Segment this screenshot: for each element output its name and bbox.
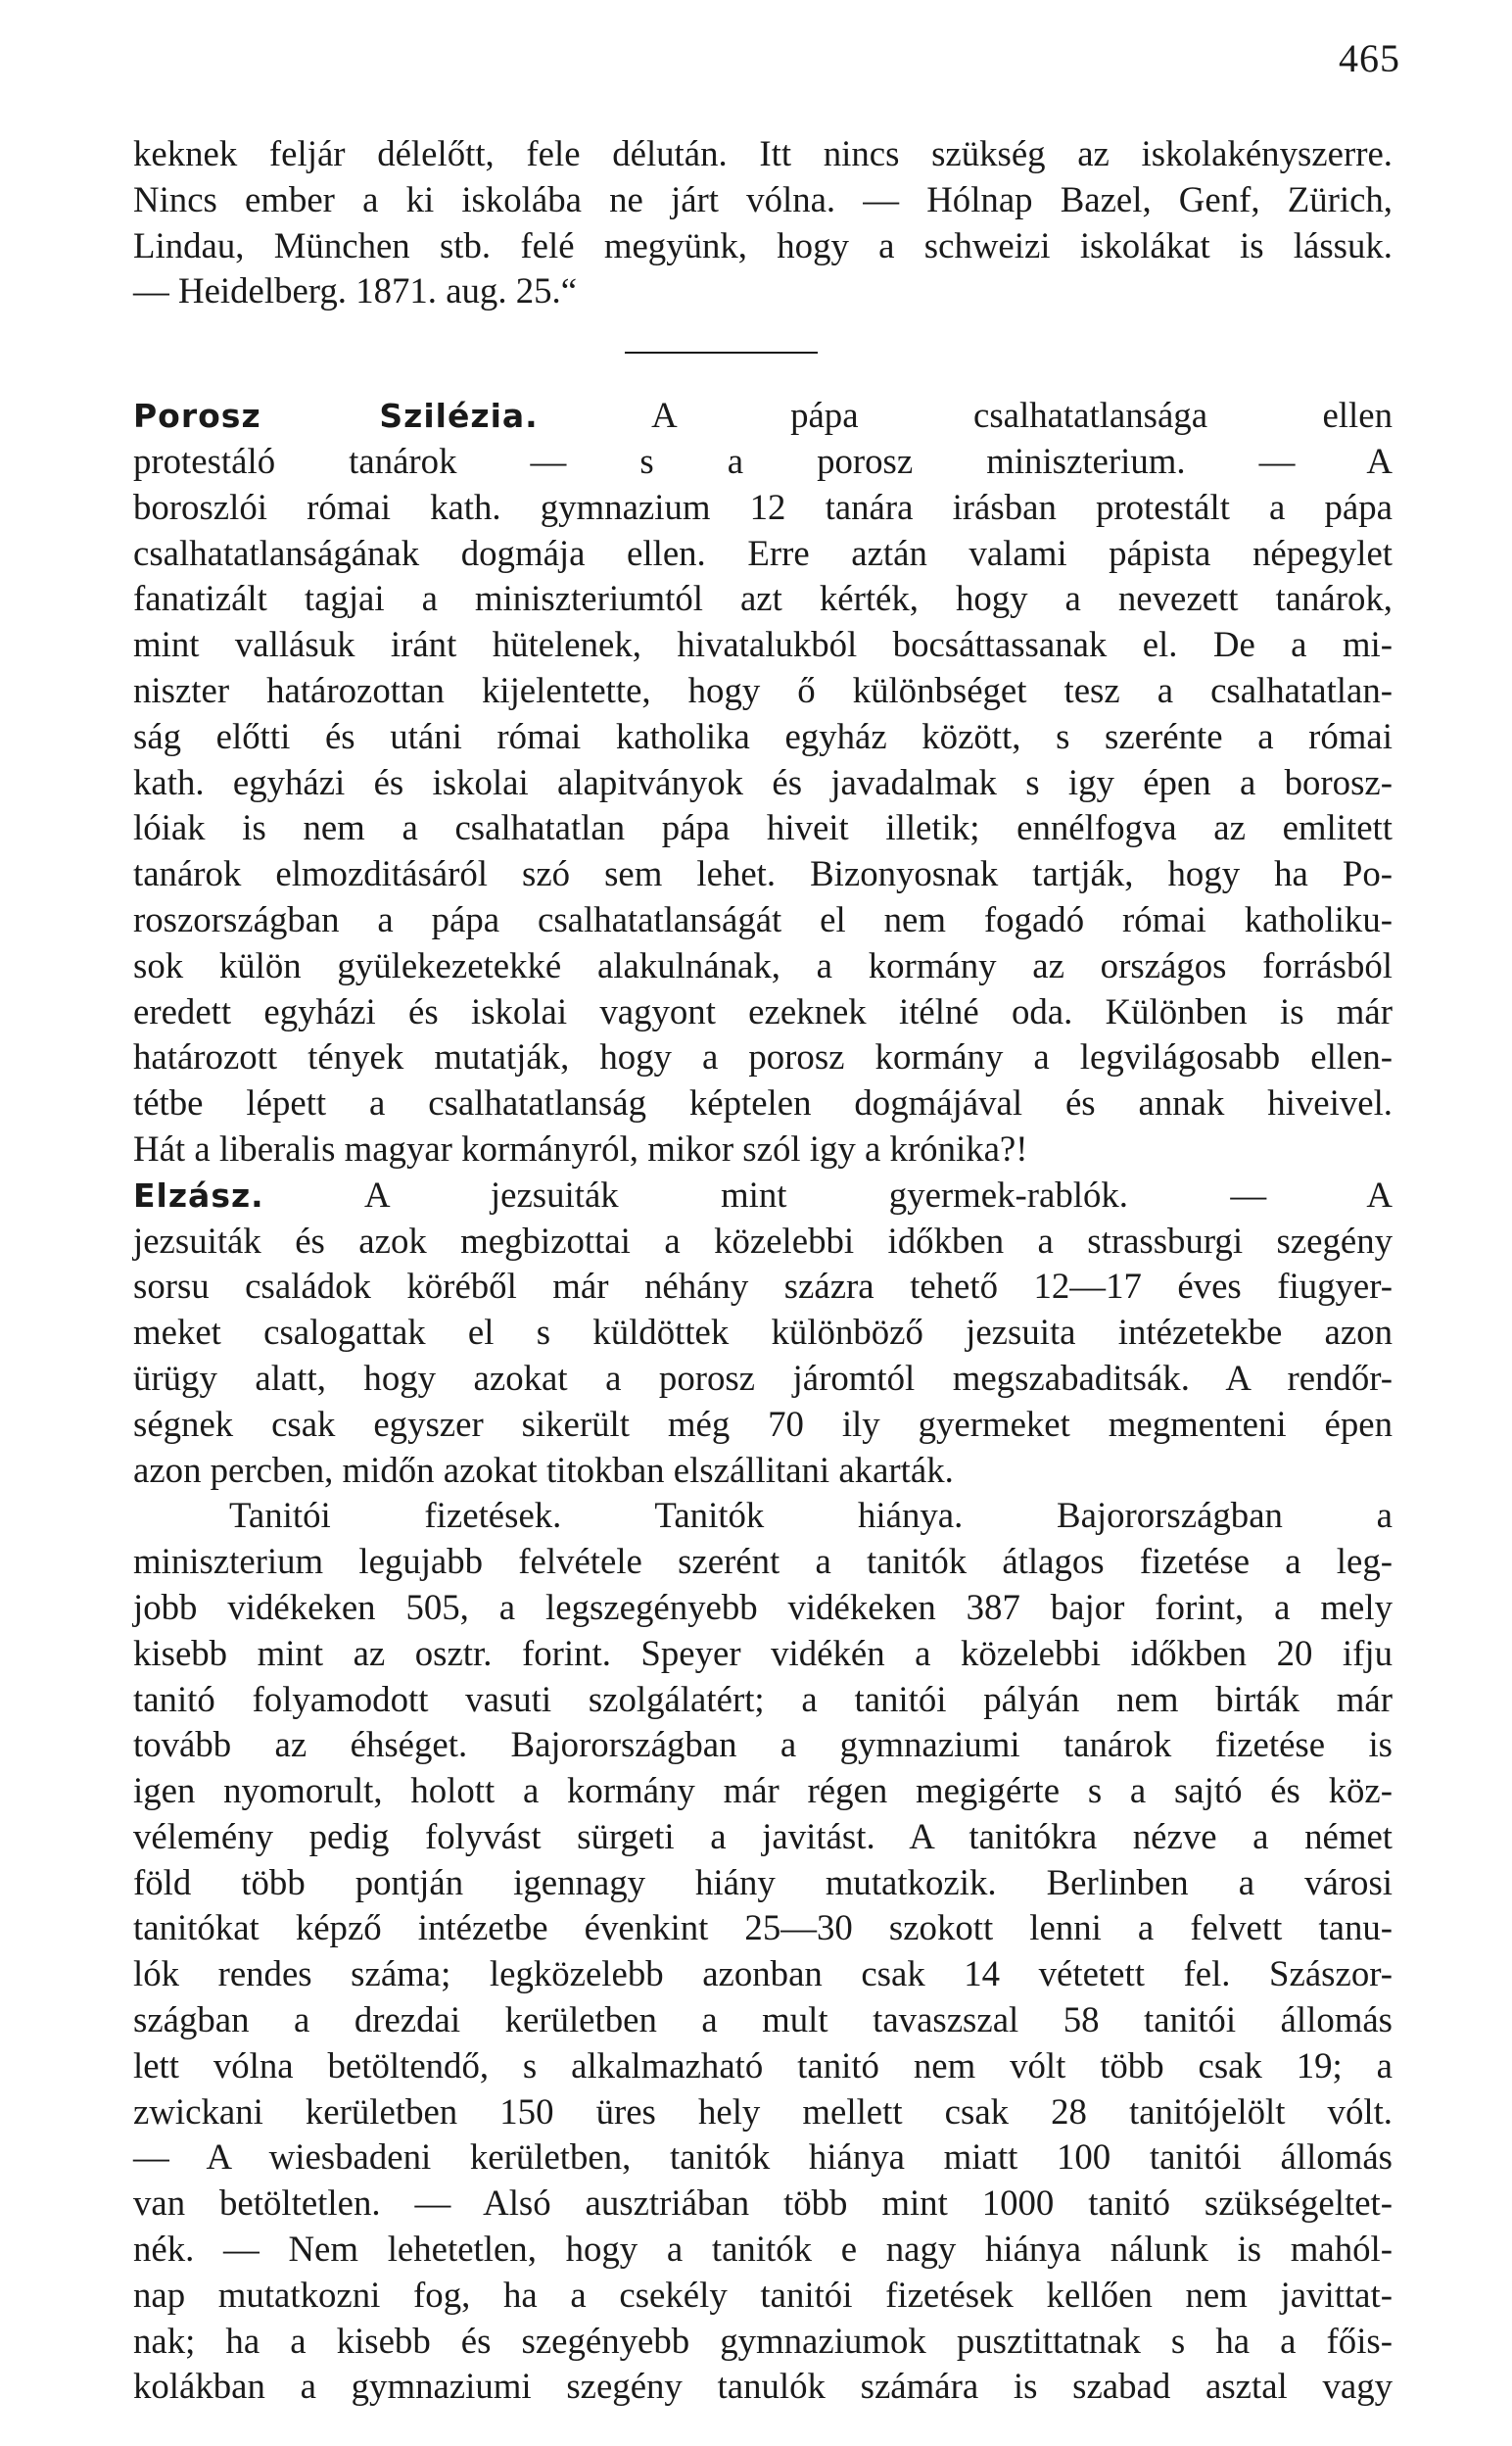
text-line: kath. egyházi és iskolai alapitványok és javadalmak s igy épen a borosz-: [133, 761, 1393, 802]
text-line: ság előtti és utáni római katholika egyház között, s szerénte a római: [133, 715, 1393, 756]
section-heading-line: [133, 1173, 1393, 1219]
text-line: kisebb mint az osztr. forint. Speyer vidékén a közelebbi időkben 20 ifju: [133, 1632, 1393, 1673]
text-line: protestáló tanárok — s a porosz miniszterium. — A: [133, 440, 1393, 481]
text-line: nap mutatkozni fog, ha a csekély tanitói fizetések kellően nem javittat-: [133, 2274, 1393, 2315]
text-line: szágban a drezdai kerületben a mult tavaszszal 58 tanitói állomás: [133, 1999, 1393, 2040]
section-heading-line: [133, 393, 1393, 439]
text-line: Nincs ember a ki iskolába ne járt vólna. — Hólnap Bazel, Genf, Zürich,: [133, 178, 1393, 219]
text-line: lók rendes száma; legközelebb azonban csak 14 vétetett fel. Szászor-: [133, 1953, 1393, 1994]
text-line: tovább az éhséget. Bajorországban a gymnaziumi tanárok fizetése is: [133, 1724, 1393, 1765]
text-line: miniszterium legujabb felvétele szerént a tanitók átlagos fizetése a leg-: [133, 1541, 1393, 1582]
text-line: tanitó folyamodott vasuti szolgálatért; a tanitói pályán nem birták már: [133, 1678, 1393, 1719]
section-heading-tanitoi: Tanitói fizetések. Tanitók hiánya. Bajorországban a: [229, 1495, 1393, 1536]
text-line: sorsu családok köréből már néhány százra tehető 12—17 éves fiugyer-: [133, 1266, 1393, 1307]
text-line: kolákban a gymnaziumi szegény tanulók számára is szabad asztal vagy: [133, 2366, 1393, 2407]
text-line: — Heidelberg. 1871. aug. 25.“: [133, 270, 578, 312]
text-line: csalhatatlanságának dogmája ellen. Erre aztán valami pápista népegylet: [133, 532, 1393, 573]
text-line: vélemény pedig folyvást sürgeti a javitást. A tanitókra nézve a német: [133, 1815, 1393, 1856]
text-line: mint vallásuk iránt hütelenek, hivatalukból bocsáttassanak el. De a mi-: [133, 624, 1393, 665]
section-separator: [133, 314, 1393, 369]
text-line: — A wiesbadeni kerületben, tanitók hiánya miatt 100 tanitói állomás: [133, 2136, 1393, 2178]
text-line: keknek feljár délelőtt, fele délután. Itt nincs szükség az iskolakényszerre.: [133, 133, 1393, 173]
text-line: tanárok elmozditásáról szó sem lehet. Bizonyosnak tartják, hogy ha Po-: [133, 853, 1393, 894]
text-line: jezsuiták és azok megbizottai a közelebbi időkben a strassburgi szegény: [133, 1220, 1393, 1261]
text-line: niszter határozottan kijelentette, hogy ő különbséget tesz a csalhatatlan-: [133, 669, 1393, 710]
text-line: Lindau, München stb. felé megyünk, hogy a schweizi iskolákat is lássuk.: [133, 224, 1393, 265]
text-line: ürügy alatt, hogy azokat a porosz járomtól megszabaditsák. A rendőr-: [133, 1357, 1393, 1398]
text-line: nak; ha a kisebb és szegényebb gymnaziumok pusztittatnak s ha a főis-: [133, 2320, 1393, 2361]
page-text: [133, 131, 1393, 2410]
text-line: ségnek csak egyszer sikerült még 70 ily gyermeket megmenteni épen: [133, 1403, 1393, 1444]
text-line: roszországban a pápa csalhatatlanságát el nem fogadó római katholiku-: [133, 898, 1393, 939]
text-line: igen nyomorult, holott a kormány már régen megigérte s a sajtó és köz-: [133, 1770, 1393, 1811]
separator-rule: [625, 352, 818, 354]
text-line: tétbe lépett a csalhatatlanság képtelen dogmájával és annak hiveivel.: [133, 1082, 1393, 1124]
text-line: lett vólna betöltendő, s alkalmazható tanitó nem vólt több csak 19; a: [133, 2044, 1393, 2086]
text-line: azon percben, midőn azokat titokban elszállitani akarták.: [133, 1449, 954, 1490]
text-line: jobb vidékeken 505, a legszegényebb vidékeken 387 bajor forint, a mely: [133, 1586, 1393, 1627]
text-line: eredett egyházi és iskolai vagyont ezeknek itélné oda. Különben is már: [133, 990, 1393, 1031]
text-line: Hát a liberalis magyar kormányról, mikor szól igy a krónika?!: [133, 1127, 1028, 1169]
text-line: lóiak is nem a csalhatatlan pápa hiveit illetik; ennélfogva az emlitett: [133, 807, 1393, 848]
text-line: zwickani kerületben 150 üres hely mellett csak 28 tanitójelölt vólt.: [133, 2090, 1393, 2132]
section-heading-porosz: Porosz Szilézia.: [133, 397, 539, 436]
text-line: boroszlói római kath. gymnazium 12 tanára irásban protestált a pápa: [133, 486, 1393, 527]
text-line: sok külön gyülekezetekké alakulnának, a kormány az országos forrásból: [133, 944, 1393, 985]
heading-line-rest: A pápa csalhatatlansága ellen: [538, 395, 1393, 436]
text-line: fanatizált tagjai a miniszteriumtól azt kérték, hogy a nevezett tanárok,: [133, 578, 1393, 619]
text-line: van betöltetlen. — Alsó ausztriában több mint 1000 tanitó szükségeltet-: [133, 2182, 1393, 2224]
text-line: meket csalogattak el s küldöttek különböző jezsuita intézetekbe azon: [133, 1312, 1393, 1353]
text-line: nék. — Nem lehetetlen, hogy a tanitók e nagy hiánya nálunk is mahól-: [133, 2229, 1393, 2270]
text-line: határozott tények mutatják, hogy a porosz kormány a legvilágosabb ellen-: [133, 1036, 1393, 1078]
text-line: föld több pontján igennagy hiány mutatkozik. Berlinben a városi: [133, 1861, 1393, 1902]
text-line: tanitókat képző intézetbe évenkint 25—30 szokott lenni a felvett tanu-: [133, 1907, 1393, 1948]
page-number: 465: [1339, 36, 1400, 80]
section-heading-elzasz: Elzász.: [133, 1175, 264, 1215]
heading-line-rest: A jezsuiták mint gyermek-rablók. — A: [263, 1174, 1393, 1215]
